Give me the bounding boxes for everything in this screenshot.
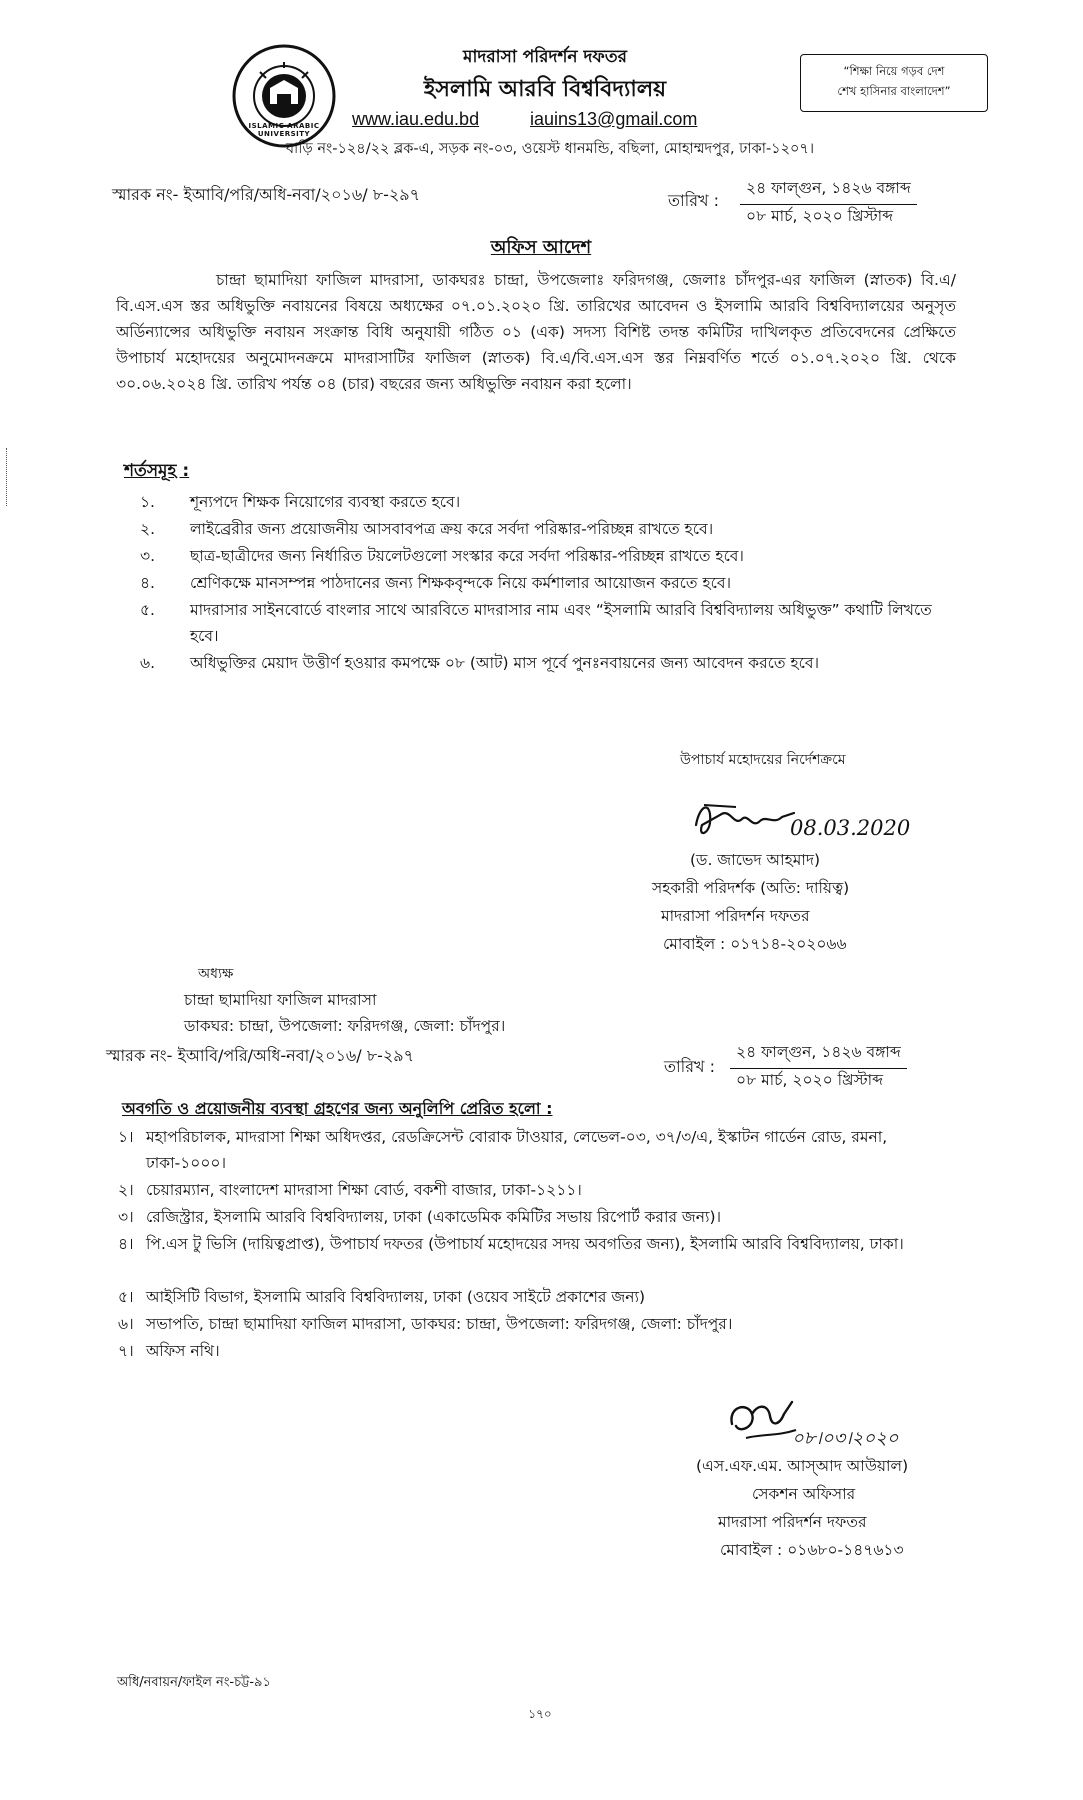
memo-2-ref-number: স্মারক নং- ইআবি/পরি/অধি-নবা/২০১৬/ ৮-২৯৭ [106, 1046, 415, 1065]
recipient-title: অধ্যক্ষ [198, 966, 234, 982]
condition-text: মাদরাসার সাইনবোর্ডে বাংলার সাথে আরবিতে মাদরাসার নাম এবং “ইসলামি আরবি বিশ্ববিদ্যালয় অধিভুক্ত” কথাটি লিখতে হবে। [190, 601, 932, 645]
office-address: বাড়ি নং-১২৪/২২ ব্লক-এ, সড়ক নং-০৩, ওয়েস্ট ধানমন্ডি, বছিলা, মোহাম্মদপুর, ঢাকা-১২০৭। [285, 141, 815, 157]
copy-number: ৬। [118, 1315, 134, 1333]
copy-text: চেয়ারম্যান, বাংলাদেশ মাদরাসা শিক্ষা বোর্ড, বকশী বাজার, ঢাকা-১২১১। [146, 1181, 582, 1199]
copy-text: রেজিস্ট্রার, ইসলামি আরবি বিশ্ববিদ্যালয়, ঢাকা (একাডেমিক কমিটির সভায় রিপোর্ট করার জন্য)। [146, 1208, 722, 1226]
scan-margin-mark [6, 448, 7, 506]
email-link[interactable]: iauins13@gmail.com [530, 109, 698, 129]
copy-number: ১। [118, 1128, 134, 1146]
condition-text: শূন্যপদে শিক্ষক নিয়োগের ব্যবস্থা করতে হবে। [190, 493, 461, 511]
signature-2 [722, 1394, 802, 1450]
page-number: ১৭০ [528, 1707, 552, 1721]
condition-number: ৬. [140, 654, 156, 672]
signatory-1-office: মাদরাসা পরিদর্শন দফতর [661, 907, 810, 925]
condition-text: শ্রেণিকক্ষে মানসম্পন্ন পাঠদানের জন্য শিক্ষকবৃন্দকে নিয়ে কর্মশালার আয়োজন করতে হবে। [190, 574, 731, 592]
signature-1-date: 08.03.2020 [790, 816, 911, 840]
condition-text: ছাত্র-ছাত্রীদের জন্য নির্ধারিত টয়লেটগুলো সংস্কার করে সর্বদা পরিষ্কার-পরিচ্ছন্ন রাখতে হবে। [190, 547, 744, 565]
signatory-1-name: (ড. জাভেদ আহমাদ) [690, 851, 821, 869]
memo-date-label: তারিখ : [668, 191, 720, 210]
memo-date-english: ০৮ মার্চ, ২০২০ খ্রিস্টাব্দ [746, 207, 894, 225]
slogan-box [800, 54, 988, 112]
signatory-2-office: মাদরাসা পরিদর্শন দফতর [718, 1513, 867, 1531]
copy-number: ৫। [118, 1288, 134, 1306]
copy-number: ৪। [118, 1235, 134, 1253]
conditions-heading: শর্তসমূহ : [124, 461, 190, 481]
slogan-line-1: “শিক্ষা নিয়ে গড়ব দেশ [843, 64, 945, 78]
condition-number: ৩. [140, 547, 156, 565]
copy-text: পি.এস টু ভিসি (দায়িত্বপ্রাপ্ত), উপাচার্য দফতর (উপাচার্য মহোদয়ের সদয় অবগতির জন্য), ইসলামি আরবি বিশ্ববিদ্যালয়, ঢাকা। [146, 1235, 904, 1253]
university-name: ইসলামি আরবি বিশ্ববিদ্যালয় [423, 77, 667, 102]
by-order-line: উপাচার্য মহোদয়ের নির্দেশক্রমে [680, 752, 846, 768]
document-title: অফিস আদেশ [490, 237, 592, 258]
signatory-1-mobile: মোবাইল : ০১৭১৪-২০২০৬৬ [663, 935, 847, 953]
condition-number: ৫. [140, 601, 155, 619]
website-link[interactable]: www.iau.edu.bd [352, 109, 480, 129]
signatory-2-designation: সেকশন অফিসার [752, 1485, 856, 1503]
copy-text: সভাপতি, চান্দ্রা ছামাদিয়া ফাজিল মাদরাসা, ডাকঘর: চান্দ্রা, উপজেলা: ফরিদগঞ্জ, জেলা: চাঁদপুর। [146, 1315, 733, 1333]
memo-2-date-bangla: ২৪ ফাল্গুন, ১৪২৬ বঙ্গাব্দ [730, 1040, 907, 1069]
memo-ref-number: স্মারক নং- ইআবি/পরি/অধি-নবা/২০১৬/ ৮-২৯৭ [112, 185, 421, 204]
slogan-line-2: শেখ হাসিনার বাংলাদেশ” [837, 84, 951, 98]
copy-text: অফিস নথি। [146, 1342, 220, 1360]
memo-date-bangla: ২৪ ফাল্গুন, ১৪২৬ বঙ্গাব্দ [740, 176, 917, 205]
copy-text: মহাপরিচালক, মাদরাসা শিক্ষা অধিদপ্তর, রেডক্রিসেন্ট বোরাক টাওয়ার, লেভেল-০৩, ৩৭/৩/এ, ইস্কাটন গার্ডেন রোড, রমনা, ঢাকা-১০০০। [146, 1128, 888, 1172]
condition-text: অধিভুক্তির মেয়াদ উত্তীর্ণ হওয়ার কমপক্ষে ০৮ (আট) মাস পূর্বে পুনঃনবায়নের জন্য আবেদন করতে হবে। [190, 654, 819, 672]
copy-number: ৭। [118, 1342, 134, 1360]
condition-text: লাইব্রেরীর জন্য প্রয়োজনীয় আসবাবপত্র ক্রয় করে সর্বদা পরিষ্কার-পরিচ্ছন্ন রাখতে হবে। [190, 520, 714, 538]
copy-number: ২। [118, 1181, 134, 1199]
copy-text: আইসিটি বিভাগ, ইসলামি আরবি বিশ্ববিদ্যালয়, ঢাকা (ওয়েব সাইটে প্রকাশের জন্য) [146, 1288, 646, 1306]
condition-number: ৪. [140, 574, 155, 592]
signatory-1-designation: সহকারী পরিদর্শক (অতি: দায়িত্ব) [652, 879, 850, 897]
memo-2-date-label: তারিখ : [664, 1057, 716, 1076]
signatory-2-name: (এস.এফ.এম. আস্আদ আউয়াল) [696, 1457, 909, 1475]
signature-2-date: ০৮।০৩।২০২০ [792, 1428, 899, 1449]
copies-heading: অবগতি ও প্রয়োজনীয় ব্যবস্থা গ্রহণের জন্য অনুলিপি প্রেরিত হলো : [122, 1099, 553, 1118]
signatory-2-mobile: মোবাইল : ০১৬৮০-১৪৭৬১৩ [720, 1541, 904, 1559]
memo-2-date-english: ০৮ মার্চ, ২০২০ খ্রিস্টাব্দ [736, 1071, 884, 1089]
department-name: মাদরাসা পরিদর্শন দফতর [463, 47, 627, 67]
recipient-institution: চান্দ্রা ছামাদিয়া ফাজিল মাদরাসা [184, 991, 377, 1009]
recipient-address: ডাকঘর: চান্দ্রা, উপজেলা: ফরিদগঞ্জ, জেলা: চাঁদপুর। [184, 1017, 506, 1035]
condition-number: ১. [140, 493, 155, 511]
body-paragraph: চান্দ্রা ছামাদিয়া ফাজিল মাদরাসা, ডাকঘরঃ চান্দ্রা, উপজেলাঃ ফরিদগঞ্জ, জেলাঃ চাঁদপুর-এর ফাজিল (স্নাতক) বি.এ/বি.এস.এস স্তর অধিভুক্তি নবায়নের বিষয়ে অধ্যক্ষের ০৭.০১.২০২০ খ্রি. তারিখের আবেদন ও ইসলামি আরবি বিশ্ববিদ্যালয়ের অনুসৃত অর্ডিন্যান্সের অধিভুক্তি নবায়ন সংক্রান্ত বিধি অনুযায়ী গঠিত ০১ (এক) সদস্য বিশিষ্ট তদন্ত কমিটির দাখিলকৃত প্রতিবেদনের প্রেক্ষিতে উপাচার্য মহোদয়ের অনুমোদনক্রমে মাদরাসাটির ফাজিল (স্নাতক) বি.এ/বি.এস.এস স্তর নিম্নবর্ণিত শর্তে ০১.০৭.২০২০ খ্রি. থেকে ৩০.০৬.২০২৪ খ্রি. তারিখ পর্যন্ত ০৪ (চার) বছরের জন্য অধিভুক্তি নবায়ন করা হলো। [116, 271, 956, 393]
signature-1 [690, 795, 800, 845]
logo-text: ISLAMIC ARABIC UNIVERSITY [248, 122, 320, 138]
condition-number: ২. [140, 520, 156, 538]
copy-number: ৩। [118, 1208, 134, 1226]
university-logo [232, 44, 336, 148]
file-number: অধি/নবায়ন/ফাইল নং-চট্ট-৯১ [117, 1675, 271, 1690]
